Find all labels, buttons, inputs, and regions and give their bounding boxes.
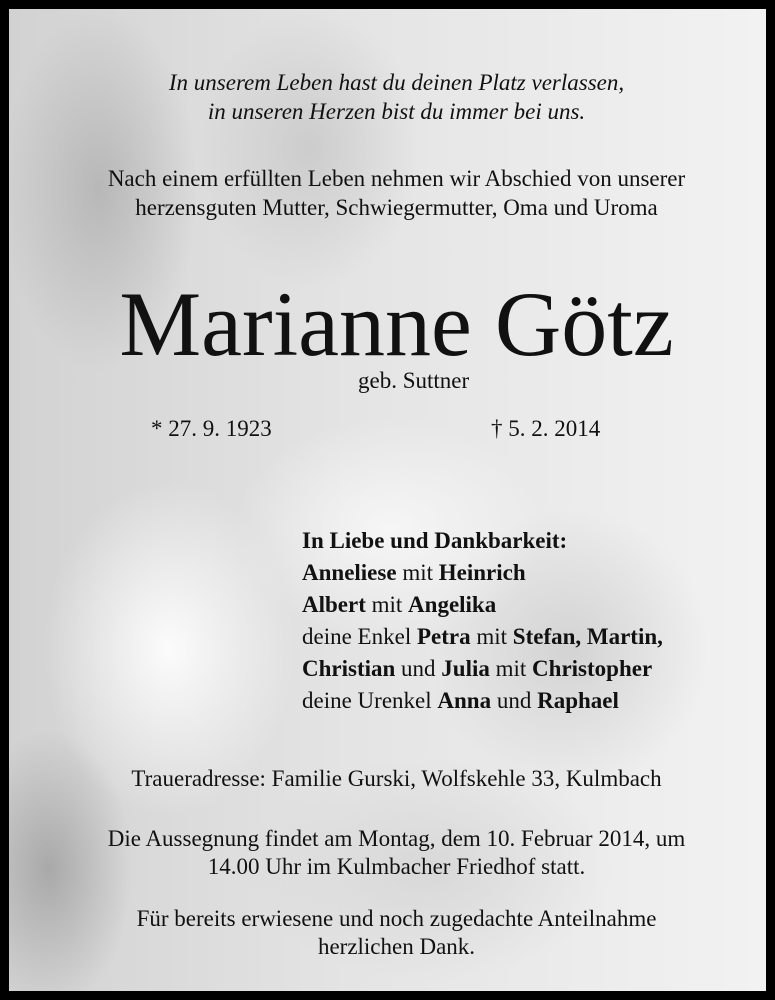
thanks-line-2: herzlichen Dank. [317,934,476,959]
family-heading: In Liebe und Dankbarkeit: [302,528,568,553]
quote-line-1: In unserem Leben hast du deinen Platz verlassen, [168,70,625,95]
thanks-line-1: Für bereits erwiesene und noch zugedachte Anteilnahme [136,906,657,931]
family-line: Albert mit Angelika [302,592,497,617]
birth-date: * 27. 9. 1923 [151,416,272,441]
family-signature [302,525,663,717]
funeral-line-1: Die Aussegnung findet am Montag, dem 10. Februar 2014, um [107,826,686,851]
mourning-address: Traueradresse: Familie Gurski, Wolfskehle 33, Kulmbach [131,766,662,791]
family-line: Anneliese mit Heinrich [302,560,526,585]
death-date: † 5. 2. 2014 [491,416,601,441]
maiden-name: geb. Suttner [358,368,470,393]
family-line: Christian und Julia mit Christopher [302,656,653,681]
funeral-line-2: 14.00 Uhr im Kulmbacher Friedhof statt. [207,854,586,879]
quote-line-2: in unseren Herzen bist du immer bei uns. [207,99,586,124]
intro-line-2: herzensguten Mutter, Schwiegermutter, Oma und Uroma [135,195,658,220]
family-line: deine Urenkel Anna und Raphael [302,688,619,713]
deceased-name: Marianne Götz [119,273,674,375]
family-line: deine Enkel Petra mit Stefan, Martin, [302,624,663,649]
intro-line-1: Nach einem erfüllten Leben nehmen wir Abschied von unserer [107,166,686,191]
